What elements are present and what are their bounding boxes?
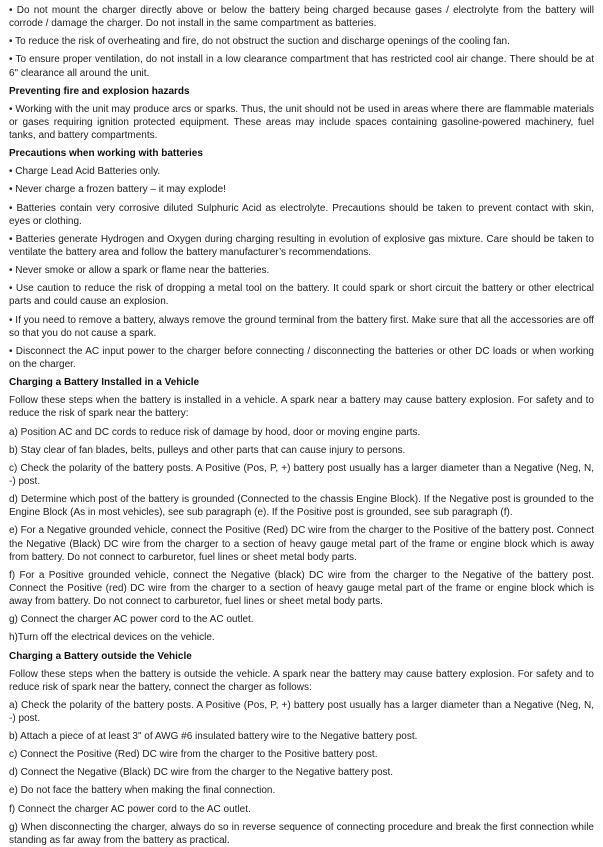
batteries-bullet-frozen: • Never charge a frozen battery – it may explode! xyxy=(9,183,594,196)
batteries-bullet-gas: • Batteries generate Hydrogen and Oxygen during charging resulting in evolution of explosive gas mixture. Care should be taken to ventilate the battery area and follow the battery manufacturer’s recommendations. xyxy=(9,233,594,259)
intro-bullet-mounting: • Do not mount the charger directly above or below the battery being charged because gases / electrolyte from the battery will corrode / damage the charger. Do not install in the same compartment as batteries. xyxy=(9,4,594,30)
in-vehicle-step-a: a) Position AC and DC cords to reduce risk of damage by hood, door or moving engine parts. xyxy=(9,426,594,439)
batteries-bullet-remove-battery: • If you need to remove a battery, always remove the ground terminal from the battery first. Make sure that all the accessories are off so that you do not cause a spark. xyxy=(9,314,594,340)
outside-vehicle-step-a: a) Check the polarity of the battery posts. A Positive (Pos, P, +) battery post usually has a larger diameter than a Negative (Neg, N, -) post. xyxy=(9,699,594,725)
in-vehicle-step-h: h)Turn off the electrical devices on the vehicle. xyxy=(9,631,594,644)
outside-vehicle-step-g: g) When disconnecting the charger, always do so in reverse sequence of connecting procedure and break the first connection while standing as far away from the battery as practical. xyxy=(9,821,594,847)
outside-vehicle-intro: Follow these steps when the battery is outside the vehicle. A spark near the battery may cause battery explosion. For safety and to reduce risk of spark near the battery, connect the charger as follows: xyxy=(9,668,594,694)
batteries-bullet-disconnect-ac: • Disconnect the AC input power to the charger before connecting / disconnecting the batteries or other DC loads or when working on the charger. xyxy=(9,345,594,371)
outside-vehicle-step-e: e) Do not face the battery when making the final connection. xyxy=(9,784,594,797)
outside-vehicle-step-c: c) Connect the Positive (Red) DC wire from the charger to the Positive battery post. xyxy=(9,748,594,761)
fire-bullet-arcs: • Working with the unit may produce arcs or sparks. Thus, the unit should not be used in areas where there are flammable materials or gases requiring ignition protected equipment. These areas may include spaces containing gasoline-powered machinery, fuel tanks, and battery compartments. xyxy=(9,103,594,143)
outside-vehicle-step-d: d) Connect the Negative (Black) DC wire from the charger to the Negative battery post. xyxy=(9,766,594,779)
outside-vehicle-step-f: f) Connect the charger AC power cord to the AC outlet. xyxy=(9,803,594,816)
outside-vehicle-section xyxy=(9,650,594,847)
intro-bullet-ventilation: • To ensure proper ventilation, do not install in a low clearance compartment that has restricted cool air change. There should be at 6" clearance all around the unit. xyxy=(9,53,594,79)
fire-section-heading: Preventing fire and explosion hazards xyxy=(9,85,594,98)
batteries-bullet-no-smoke: • Never smoke or allow a spark or flame near the batteries. xyxy=(9,264,594,277)
intro-bullet-fan-openings: • To reduce the risk of overheating and fire, do not obstruct the suction and discharge openings of the cooling fan. xyxy=(9,35,594,48)
in-vehicle-step-f: f) For a Positive grounded vehicle, connect the Negative (black) DC wire from the charger to the Negative of the battery post. Connect the Positive (red) DC wire from the charger to a section of heavy gauge metal part of the frame or engine block which is away from battery. Do not connect to carburetor, fuel lines or sheet metal body parts. xyxy=(9,569,594,609)
outside-vehicle-step-b: b) Attach a piece of at least 3" of AWG #6 insulated battery wire to the Negative battery post. xyxy=(9,730,594,743)
fire-section xyxy=(9,85,594,143)
outside-vehicle-section-heading: Charging a Battery outside the Vehicle xyxy=(9,650,594,663)
batteries-section-heading: Precautions when working with batteries xyxy=(9,147,594,160)
batteries-bullet-acid: • Batteries contain very corrosive diluted Sulphuric Acid as electrolyte. Precautions should be taken to prevent contact with skin, eyes or clothing. xyxy=(9,202,594,228)
in-vehicle-step-c: c) Check the polarity of the battery posts. A Positive (Pos, P, +) battery post usually has a larger diameter than a Negative (Neg, N, -) post. xyxy=(9,462,594,488)
in-vehicle-section-heading: Charging a Battery Installed in a Vehicle xyxy=(9,376,594,389)
batteries-section xyxy=(9,147,594,371)
in-vehicle-step-d: d) Determine which post of the battery is grounded (Connected to the chassis Engine Block). If the Negative post is grounded to the Engine Block (As in most vehicles), see sub paragraph (e). If the Positive post is grounded, see sub paragraph (f). xyxy=(9,493,594,519)
batteries-bullet-lead-acid: • Charge Lead Acid Batteries only. xyxy=(9,165,594,178)
in-vehicle-step-b: b) Stay clear of fan blades, belts, pulleys and other parts that can cause injury to persons. xyxy=(9,444,594,457)
in-vehicle-section xyxy=(9,376,594,644)
batteries-bullet-metal-tool: • Use caution to reduce the risk of dropping a metal tool on the battery. It could spark or short circuit the battery or other electrical parts and could cause an explosion. xyxy=(9,282,594,308)
in-vehicle-intro: Follow these steps when the battery is installed in a vehicle. A spark near a battery may cause battery explosion. For safety and to reduce the risk of spark near the battery: xyxy=(9,394,594,420)
in-vehicle-step-g: g) Connect the charger AC power cord to the AC outlet. xyxy=(9,613,594,626)
in-vehicle-step-e: e) For a Negative grounded vehicle, connect the Positive (Red) DC wire from the charger to the Positive of the battery post. Connect the Negative (Black) DC wire from the charger to a section of heavy gauge metal part of the frame or engine block which is away from battery. Do not connect to carburetor, fuel lines or sheet metal body parts. xyxy=(9,524,594,564)
